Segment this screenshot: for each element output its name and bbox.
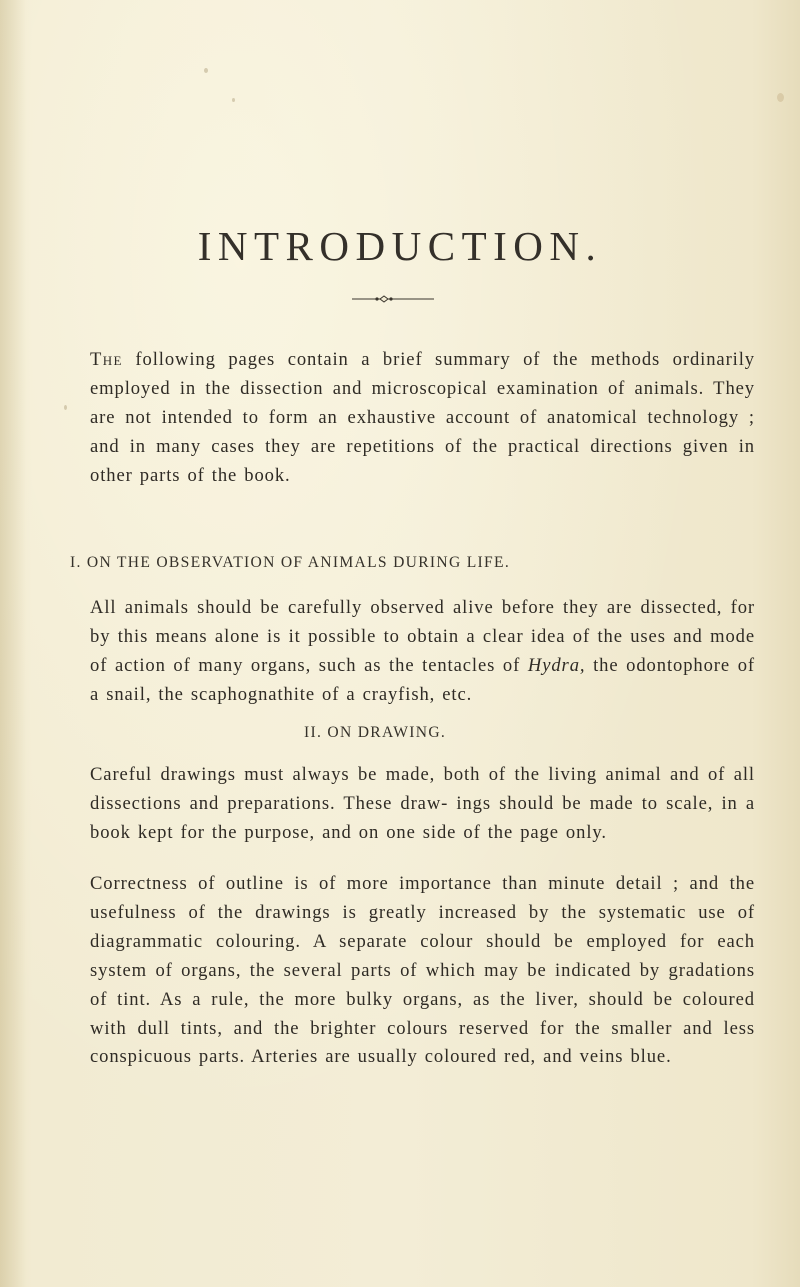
intro-paragraph xyxy=(70,346,755,491)
intro-lead-word: The xyxy=(90,349,123,370)
title-ornament xyxy=(352,295,434,303)
observation-text-start: All animals should be carefully observed alive before they are dissected, for by this means alone is it possible to obtain a clear idea of the uses and mode of action of many organs, such as the tentacles of xyxy=(90,597,755,676)
intro-text: following pages contain a brief summary of the methods ordinarily employed in the dissection and microscopical examination of animals. They are not intended to form an exhaustive account of anatomical technology ; and in many cases they are repetitions of the practical directions given in other parts of the book. xyxy=(90,349,755,486)
italic-term-hydra: Hydra, xyxy=(527,654,586,676)
ink-spot xyxy=(777,93,784,102)
section-heading-observation: I. ON THE OBSERVATION OF ANIMALS DURING LIFE. xyxy=(70,554,511,571)
observation-paragraph xyxy=(70,594,755,710)
page-title: INTRODUCTION. xyxy=(197,223,603,269)
ink-spot xyxy=(232,98,235,102)
ink-spot xyxy=(64,405,67,410)
ink-spot xyxy=(204,68,208,73)
drawing-paragraph-2: Correctness of outline is of more importance than minute detail ; and the usefulness of the drawings is greatly increased by the systematic use of diagrammatic colouring. A separate colour should be employed for each system of organs, the several parts of which may be indicated by gradations of tint. As a rule, the more bulky organs, as the liver, should be coloured with dull tints, and the brighter colours reserved for the smaller and less conspicuous parts. Arteries are usually coloured red, and veins blue. xyxy=(90,873,755,1068)
section-heading-drawing: II. ON DRAWING. xyxy=(304,724,447,741)
drawing-paragraph-1: Careful drawings must always be made, both of the living animal and of all dissections and preparations. These draw- ings should be made to scale, in a book kept for the purpose, and on one side of the page only. xyxy=(90,764,755,843)
observation-text-end: the odontophore of a snail, the scaphognathite of a crayfish, etc. xyxy=(90,654,755,705)
